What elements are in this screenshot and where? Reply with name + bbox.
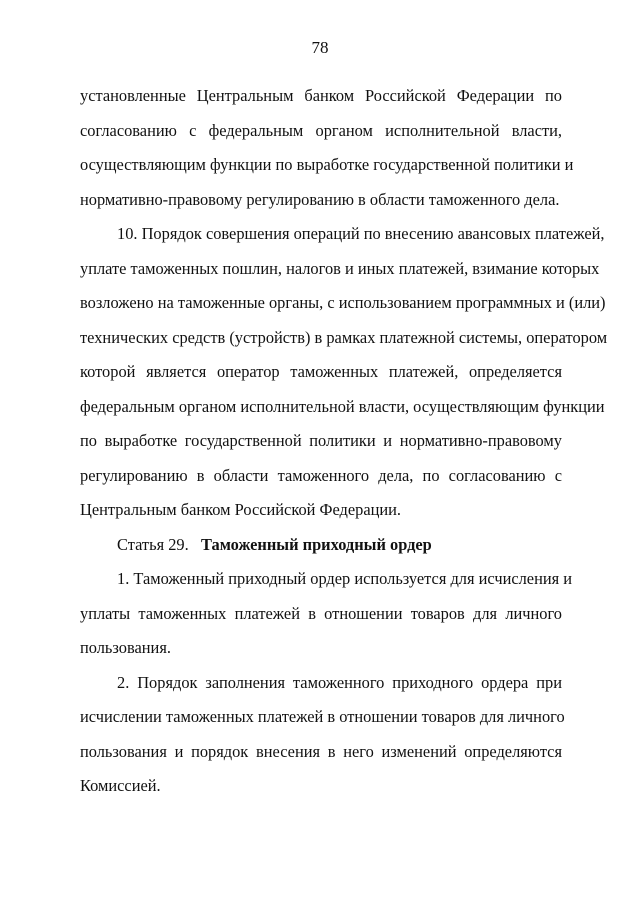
article-paragraph-1 [80, 562, 573, 666]
text-line: установленные Центральным банком Российской Федерации по [80, 86, 562, 105]
text-line: технических средств (устройств) в рамках платежной системы, оператором [80, 327, 608, 347]
text-line: уплаты таможенных платежей в отношении товаров для личного [80, 603, 562, 623]
text-line: 1. Таможенный приходный ордер используется для исчисления и [117, 569, 573, 588]
text-line: возложено на таможенные органы, с использованием программных и (или) [80, 293, 606, 312]
text-line: согласованию с федеральным органом исполнительной власти, [80, 120, 562, 140]
text-line: 2. Порядок заполнения таможенного приходного ордера при [117, 672, 562, 692]
article-label: Статья 29. [117, 534, 189, 554]
text-line: пользования. [80, 638, 171, 657]
page-number: 78 [311, 38, 329, 57]
text-line: федеральным органом исполнительной власти, осуществляющим функции [80, 396, 605, 416]
paragraph-continuation [80, 79, 574, 217]
text-line: Центральным банком Российской Федерации. [80, 500, 402, 519]
text-line: нормативно-правовому регулированию в области таможенного дела. [80, 189, 560, 209]
article-paragraph-2 [80, 666, 565, 804]
text-line: которой является оператор таможенных платежей, определяется [80, 362, 562, 381]
text-line: пользования и порядок внесения в него изменений определяются [80, 741, 562, 761]
text-line: по выработке государственной политики и нормативно-правовому [80, 431, 562, 450]
text-line: Комиссией. [80, 776, 161, 795]
paragraph-item-10 [80, 217, 608, 528]
text-line: 10. Порядок совершения операций по внесению авансовых платежей, [117, 224, 605, 243]
article-title: Таможенный приходный ордер [201, 534, 432, 554]
text-line: исчислении таможенных платежей в отношении товаров для личного [80, 707, 565, 726]
text-line: осуществляющим функции по выработке государственной политики и [80, 155, 574, 174]
document-body [80, 79, 608, 804]
text-line: регулированию в области таможенного дела, по согласованию с [80, 465, 562, 485]
text-line: уплате таможенных пошлин, налогов и иных платежей, взимание которых [80, 258, 600, 278]
article-heading [80, 528, 562, 563]
